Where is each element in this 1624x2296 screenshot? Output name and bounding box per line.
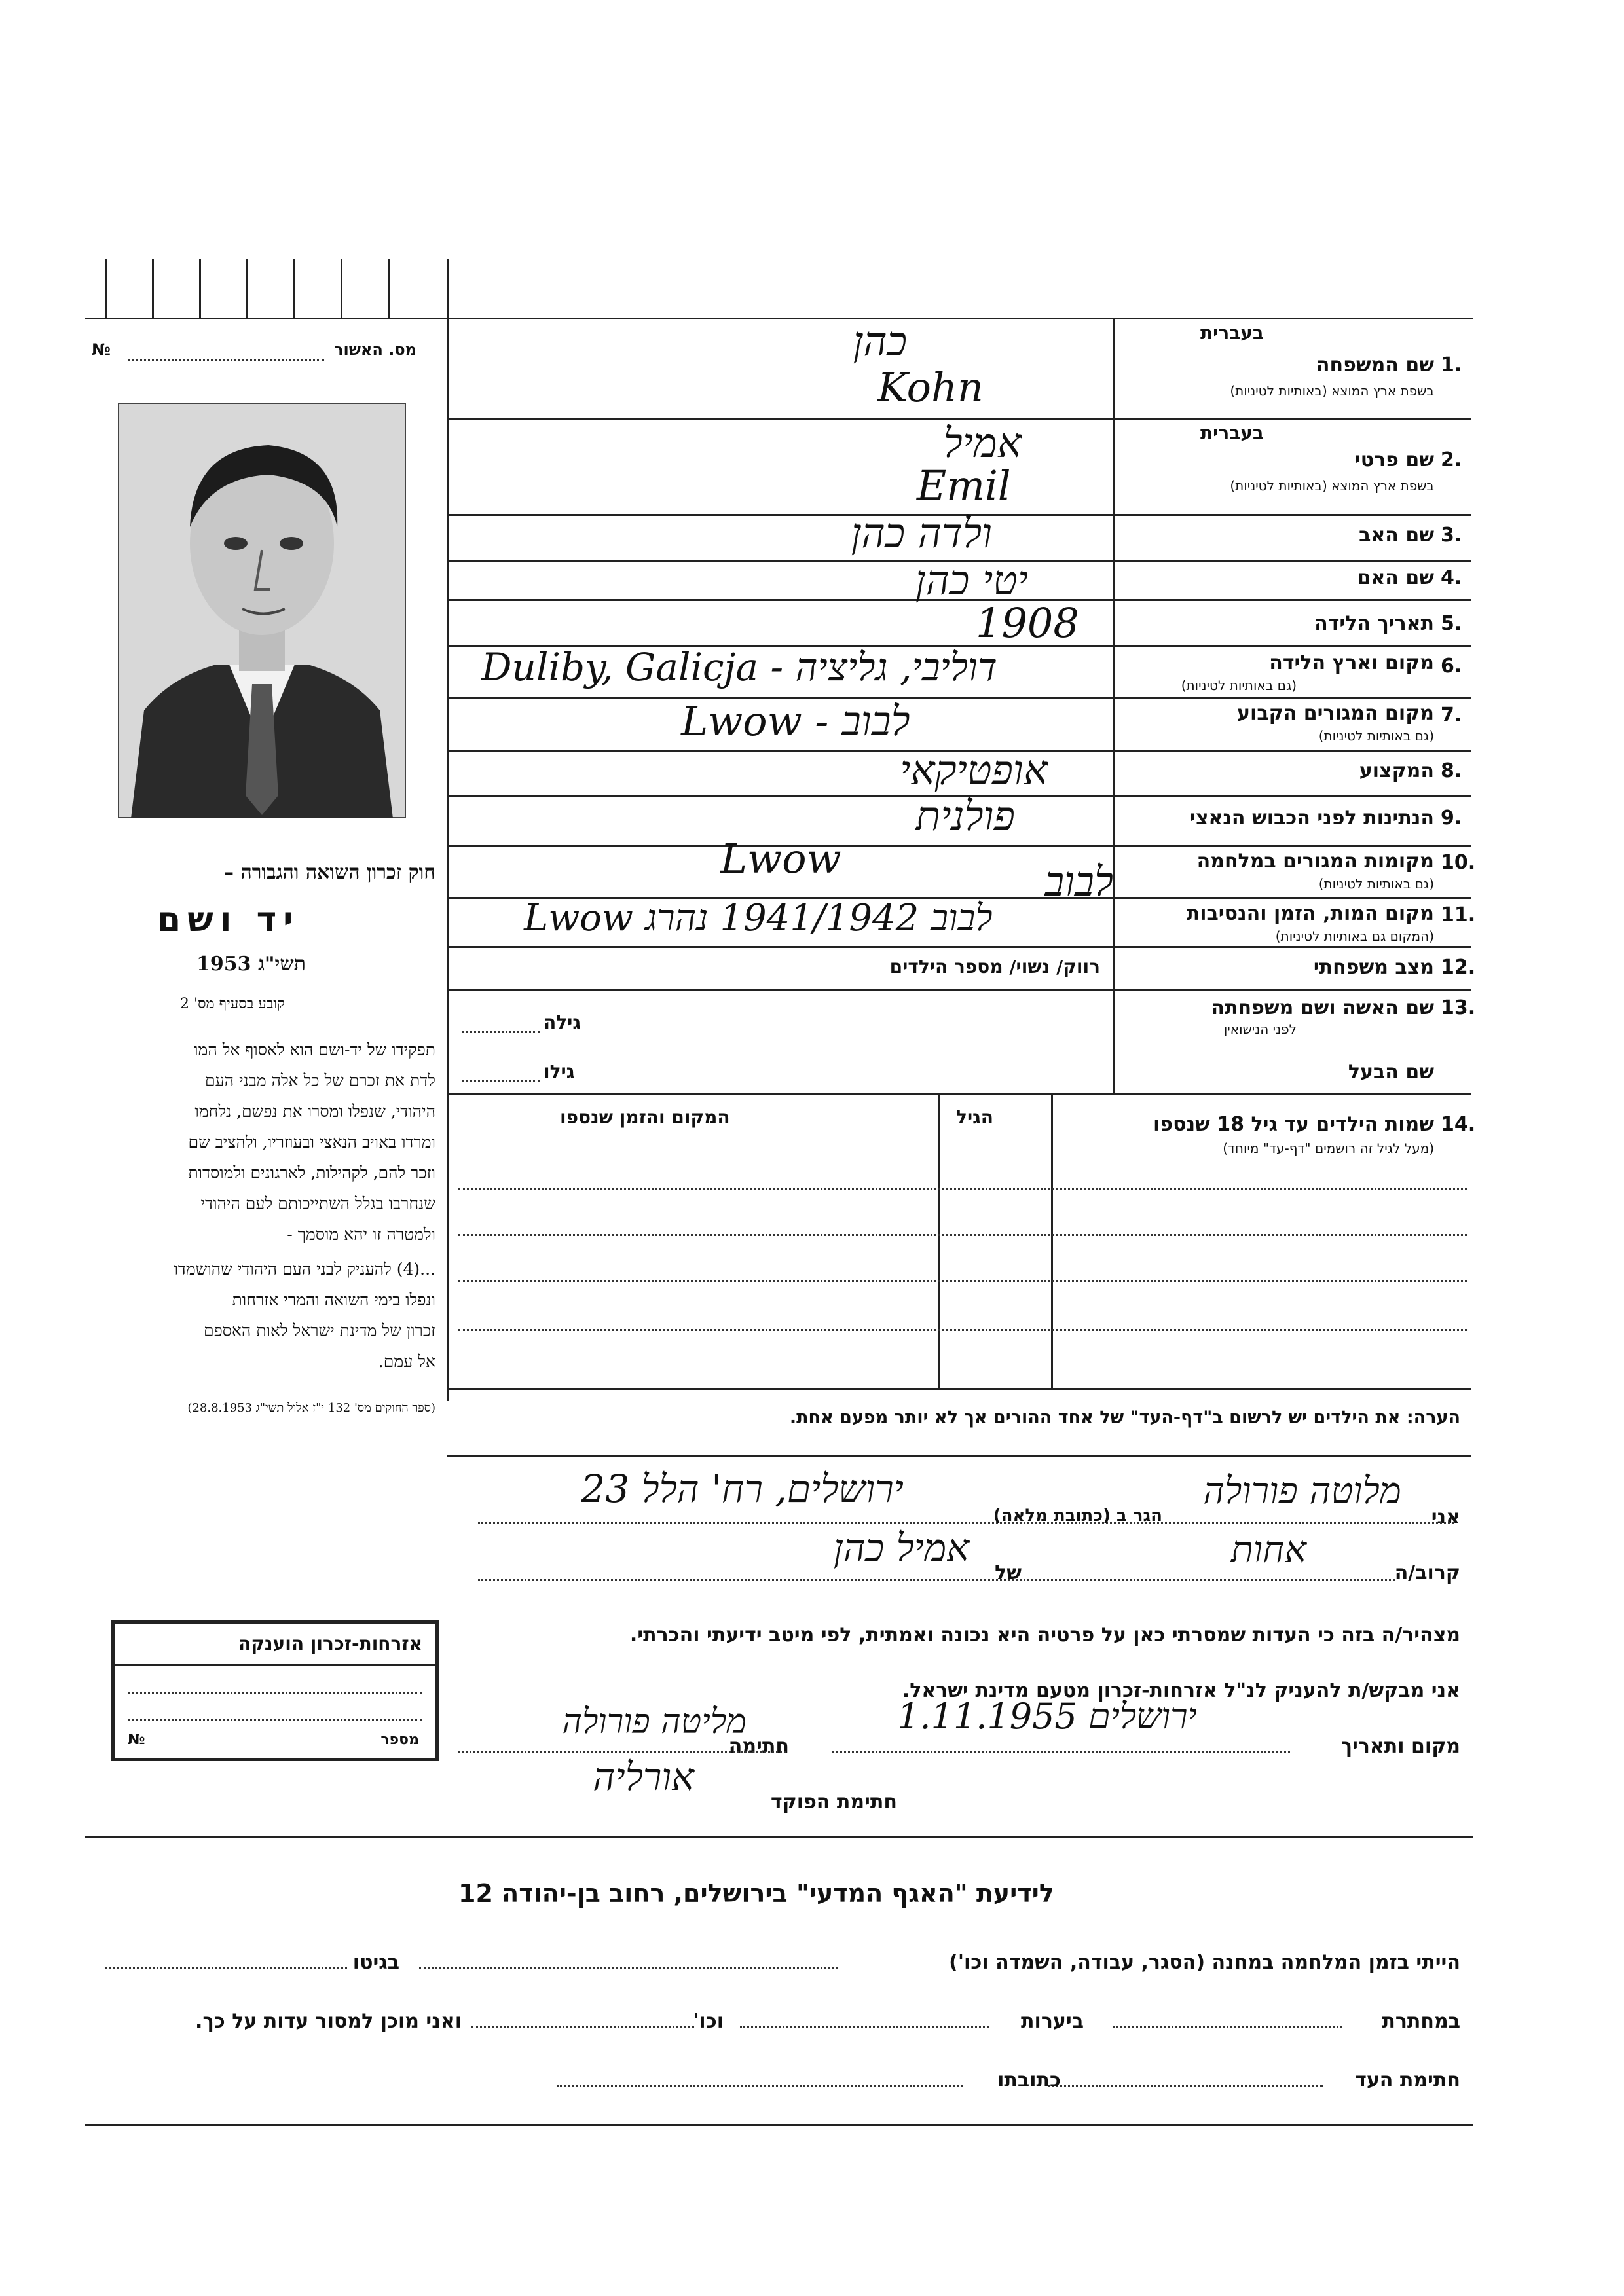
officer-signature-label: חתימת הפוקד [771,1791,897,1813]
field-1-value-latin: Kohn [877,363,984,411]
field-2-number: 2. [1441,448,1462,471]
children-place-header: המקום והזמן שנספו [560,1106,730,1128]
field-14-label: שמות הילדים עד גיל 18 שנספו [1153,1113,1434,1136]
citizenship-box [111,1620,439,1761]
relation-prefix: קרוב/ה [1394,1561,1460,1584]
field-13-label: שם האשה ושם משפחתה [1211,996,1434,1019]
field-1-lang: בעברית [1200,322,1264,344]
underground-label: במחתרת [1382,2010,1460,2033]
citizenship-box-title: אזרחות-זכרון הוענקה [238,1633,422,1654]
field-10-value-he: לבוב [1044,858,1113,905]
scientific-dept-heading: לידיעת "האגף המדעי" בירושלים, רחוב בן-יהודה 12 [458,1879,1054,1908]
org-name: יד ושם [157,900,300,939]
field-1-value-he: כהן [853,318,907,365]
relation-value: אחות [1230,1529,1306,1571]
declaration-statement: מצהיר/ה בזה כי העדות שמסרתי כאן על פרטיה היא נכונה ואמתית, לפי מיטב ידיעתי והכרתי. [629,1624,1460,1647]
field-12-label: מצב משפחתי [1313,956,1434,979]
field-12-number: 12. [1441,956,1476,979]
field-11-sub: (המקום גם באותיות לטיניות) [1275,928,1434,944]
field-10-label: מקומות המגורים במלחמה [1196,850,1434,873]
husband-label: שם הבעל [1348,1061,1434,1084]
law-source: (ספר החוקים מס' 132 י"ז אלול תשי"ג 28.8.1953) [187,1401,435,1415]
field-9-label: הנתינות לפני הכבוש הנאצי [1190,807,1434,829]
field-5-label: תאריך הלידה [1314,612,1434,635]
field-2-sub: בשפת ארץ המוצא (באותיות לטיניות) [1230,478,1434,494]
field-11-value: Lwow לבוב 1941/1942 נהרג [524,897,993,939]
field-8-number: 8. [1441,759,1462,782]
place-date-label: מקום ותאריך [1340,1735,1460,1758]
field-4-number: 4. [1441,566,1462,589]
field-14-sub: (מעל לגיל זה רושמים "דף-עד" מיוחד) [1223,1140,1434,1156]
field-1-label: שם המשפחה [1316,354,1434,376]
husband-age-label: גילו [544,1061,575,1082]
field-7-sub: (גם באותיות לטיניות) [1318,728,1434,744]
field-4-label: שם האם [1357,566,1434,589]
witness-signature-label: חתימת העד [1355,2069,1460,2092]
field-5-value: 1908 [976,599,1079,647]
field-13-number: 13. [1441,996,1476,1019]
field-6-value: Duliby, Galicja - דוליבי, גליציה [481,645,997,689]
field-1-sub: בשפת ארץ המוצא (באותיות לטיניות) [1230,383,1434,399]
witness-address-label: כתובתו [997,2069,1061,2092]
law-text-2: ...(4) להעניק לבני העם היהודי שהושמדו ונפלו בימי השואה והמרי אזרחות זכרון של מדינת ישראל לאות האספם אל עמם. [174,1260,435,1371]
citizenship-box-number-symbol: № [128,1732,145,1748]
citizenship-box-number-label: מספר [380,1732,419,1748]
declaration-address-label: הגר ב (כתובת מלאה) [993,1506,1162,1525]
law-text-1: תפקידו של יד-ושם הוא לאסוף אל המו לדת את זכרם של כל אלה מבני העם היהודי, שנפלו ומסרו את נפשם, נלחמו ומרדו באויב הנאצי ובעוזריו, ולהציב שם וזכר להם, לקהילות, לארגונים ולמוסדות שנחרבו בגלל השתייכותם לעם היהודי ולמטרה זו יהא מוסמך - [188,1040,435,1244]
law-title: חוק זכרון השואה והגבורה – [224,861,435,884]
portrait-photo [118,403,406,818]
declaration-prefix: אני [1431,1506,1460,1529]
field-11-label: מקום המות, הזמן והנסיבות [1186,902,1434,925]
declarant-address: ירושלים, רח' הלל 23 [581,1467,904,1511]
law-year: תשי"ג 1953 [196,953,306,975]
field-2-lang: בעברית [1200,422,1264,444]
field-2-label: שם פרטי [1354,448,1434,471]
officer-signature: אורליה [593,1755,694,1799]
declarant-signature: מליטה פורולה [562,1702,747,1741]
field-1-number: 1. [1441,354,1462,376]
ghetto-label: בגיטו [352,1951,399,1974]
testimony-willing: ואני מוכן למסור עדות על כך. [195,2010,462,2033]
field-11-number: 11. [1441,903,1476,926]
declarant-name: מלוטה פורולה [1203,1470,1401,1512]
field-5-number: 5. [1441,612,1462,635]
field-3-number: 3. [1441,524,1462,547]
children-age-header: הגיל [956,1106,993,1128]
field-3-value: ולדה כהן [851,509,992,557]
declaration-request: אני מבקש/ת להעניק לנ"ל אזרחות-זכרון מטעם מדינת ישראל. [902,1679,1460,1702]
field-13-sub: לפני הנישואין [1223,1021,1297,1037]
field-2-value-he: אמיל [943,419,1022,467]
etc-label: וכו' [693,2010,724,2033]
field-10-value-latin: Lwow [720,835,841,883]
relation-of: של [995,1561,1022,1584]
field-13-age-label: גילה [544,1011,581,1033]
forests-label: ביערות [1021,2010,1084,2033]
children-note: הערה: את הילדים יש לרשום ב"דף-העד" של אחד ההורים אך לא יותר מפעם אחת. [789,1408,1460,1428]
field-12-options: רווק/ נשוי/ מספר הילדים [889,956,1100,977]
field-6-number: 6. [1441,655,1462,678]
field-3-label: שם האב [1359,524,1434,547]
field-9-value: פולנית [915,792,1015,840]
relation-name: אמיל כהן [833,1525,969,1570]
field-7-number: 7. [1441,704,1462,727]
field-9-number: 9. [1441,807,1462,829]
field-8-value: אופטיקאי [900,746,1048,794]
field-14-number: 14. [1441,1113,1476,1136]
signature-label: חתימה [728,1735,789,1758]
record-number-symbol: № [92,340,111,359]
record-number-label: מס. האשור [334,340,416,359]
field-2-value-latin: Emil [917,462,1011,509]
field-6-label: מקום וארץ הלידה [1269,651,1434,674]
place-date-value: ירושלים 1.11.1955 [897,1696,1197,1737]
camp-line-label: הייתי בזמן המלחמה במחנה (הסגר, עבודה, השמדה וכו') [949,1951,1460,1974]
field-6-sub: (גם באותיות לטיניות) [1181,678,1297,693]
field-4-value: יטי כהן [915,556,1028,604]
field-7-label: מקום המגורים הקבוע [1237,702,1434,725]
field-7-value: Lwow - לבוב [681,697,910,745]
field-8-label: המקצוע [1359,759,1434,782]
field-10-sub: (גם באותיות לטיניות) [1318,876,1434,892]
field-10-number: 10. [1441,851,1476,874]
law-clause: קובע בסעיף מס' 2 [180,996,285,1012]
